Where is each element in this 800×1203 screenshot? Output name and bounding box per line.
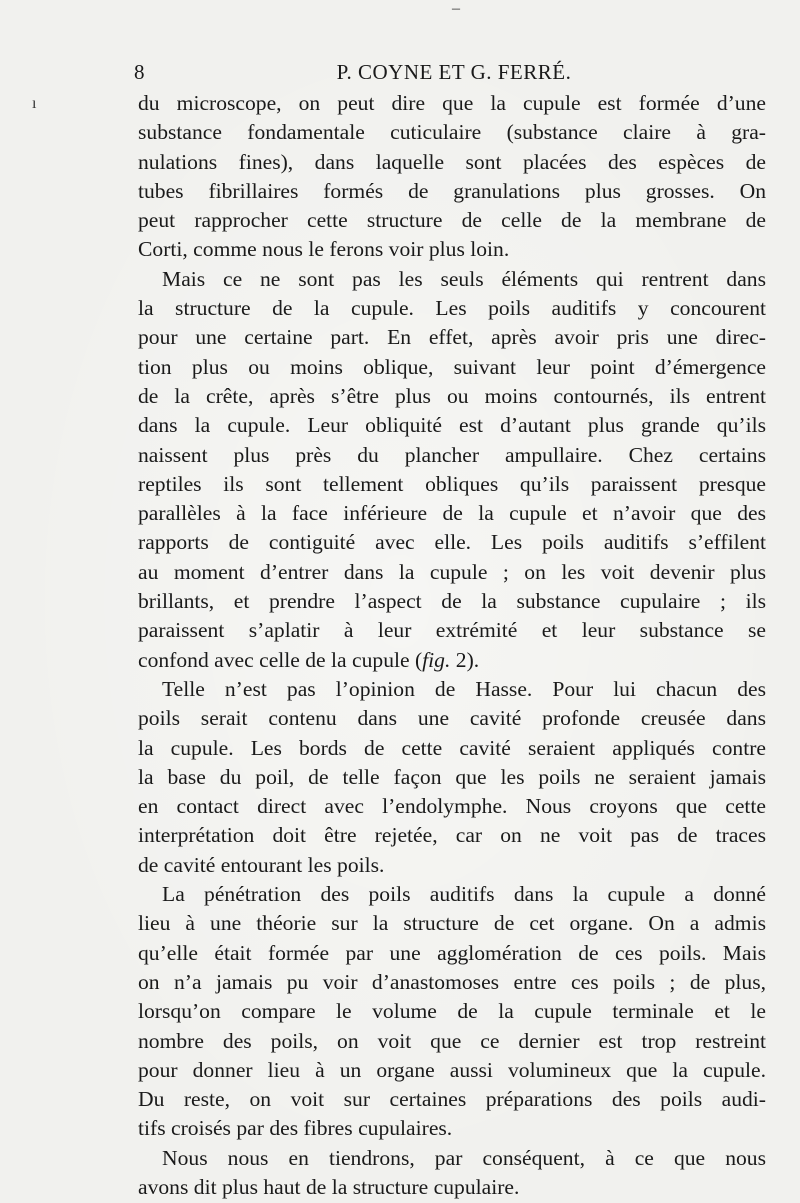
- text-line: avons dit plus haut de la structure cupulaire.: [138, 1174, 520, 1199]
- text-line: Nous nous en tiendrons, par conséquent, à ce que nous: [162, 1145, 766, 1170]
- text-line: dans la cupule. Leur obliquité est d’autant plus grande qu’ils: [138, 413, 766, 438]
- top-dash-mark: –: [452, 0, 460, 17]
- margin-tick-mark: ı: [32, 95, 37, 112]
- text-line: interprétation doit être rejetée, car on ne voit pas de traces: [138, 823, 766, 848]
- text-line: Mais ce ne sont pas les seuls éléments qui rentrent dans: [162, 266, 766, 291]
- text-line: parallèles à la face inférieure de la cupule et n’avoir que des: [138, 501, 766, 526]
- text-line: la cupule. Les bords de cette cavité seraient appliqués contre: [138, 735, 766, 760]
- text-line: pour une certaine part. En effet, après avoir pris une direc-: [138, 325, 766, 350]
- text-line: lieu à une théorie sur la structure de cet organe. On a admis: [138, 911, 766, 936]
- text-line: tubes fibrillaires formés de granulations plus grosses. On: [138, 178, 766, 203]
- text-line: nulations fines), dans laquelle sont placées des espèces de: [138, 149, 766, 174]
- text-line: qu’elle était formée par une agglomération de ces poils. Mais: [138, 940, 766, 965]
- body-text: [138, 89, 766, 1202]
- text-line: Du reste, on voit sur certaines préparations des poils audi-: [138, 1087, 766, 1112]
- text-line: au moment d’entrer dans la cupule ; on les voit devenir plus: [138, 559, 766, 584]
- text-line: la structure de la cupule. Les poils auditifs y concourent: [138, 296, 766, 321]
- text-line: tifs croisés par des fibres cupulaires.: [138, 1116, 453, 1141]
- text-line: reptiles ils sont tellement obliques qu’ils paraissent presque: [138, 471, 766, 496]
- text-line: nombre des poils, on voit que ce dernier est trop restreint: [138, 1028, 766, 1053]
- text-line: pour donner lieu à un organe aussi volumineux que la cupule.: [138, 1057, 766, 1082]
- text-line: peut rapprocher cette structure de celle de la membrane de: [138, 208, 766, 233]
- text-line: confond avec celle de la cupule (fig. 2).: [138, 647, 480, 672]
- text-line: lorsqu’on compare le volume de la cupule terminale et le: [138, 999, 766, 1024]
- page-header: [134, 56, 774, 88]
- text-line: poils serait contenu dans une cavité profonde creusée dans: [138, 706, 766, 731]
- running-title: P. COYNE ET G. FERRÉ.: [336, 60, 572, 84]
- text-line: Corti, comme nous le ferons voir plus loin.: [138, 237, 510, 262]
- text-line: en contact direct avec l’endolymphe. Nous croyons que cette: [138, 794, 766, 819]
- text-line: brillants, et prendre l’aspect de la substance cupulaire ; ils: [138, 589, 766, 614]
- text-line: on n’a jamais pu voir d’anastomoses entre ces poils ; de plus,: [138, 969, 766, 994]
- text-line: rapports de contiguité avec elle. Les poils auditifs s’effilent: [138, 530, 766, 555]
- text-line: tion plus ou moins oblique, suivant leur point d’émergence: [138, 354, 766, 379]
- text-line: La pénétration des poils auditifs dans la cupule a donné: [162, 882, 766, 907]
- text-line: la base du poil, de telle façon que les poils ne seraient jamais: [138, 764, 766, 789]
- text-line: de la crête, après s’être plus ou moins contournés, ils entrent: [138, 383, 766, 408]
- text-line: de cavité entourant les poils.: [138, 852, 385, 877]
- text-line: du microscope, on peut dire que la cupule est formée d’une: [138, 91, 766, 115]
- text-line: naissent plus près du plancher ampullaire. Chez certains: [138, 442, 766, 467]
- page-number: 8: [134, 60, 145, 84]
- text-line: substance fondamentale cuticulaire (substance claire à gra-: [138, 120, 766, 145]
- text-line: Telle n’est pas l’opinion de Hasse. Pour lui chacun des: [162, 676, 766, 701]
- text-line: paraissent s’aplatir à leur extrémité et leur substance se: [138, 618, 766, 643]
